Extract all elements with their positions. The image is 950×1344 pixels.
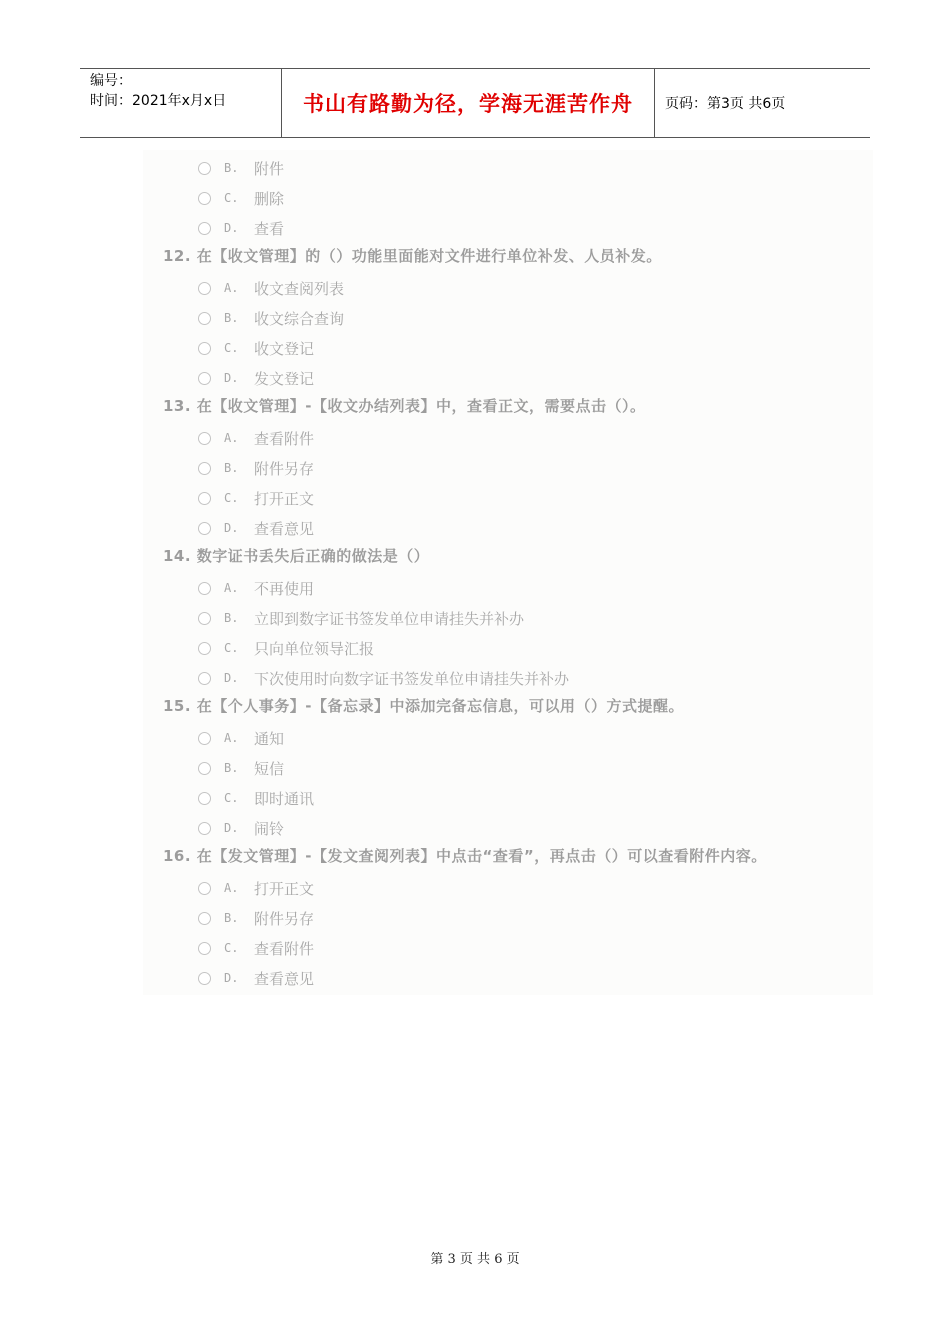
option-letter: A. xyxy=(224,431,239,445)
option-text: 收文登记 xyxy=(254,339,315,358)
radio-button[interactable] xyxy=(198,462,211,475)
radio-button[interactable] xyxy=(198,522,211,535)
header-page-info: 页码：第3页 共6页 xyxy=(665,96,786,112)
option-text: 附件另存 xyxy=(254,459,315,478)
document-date-label: 时间：2021年x月x日 xyxy=(90,93,227,109)
option-text: 打开正文 xyxy=(254,879,315,898)
option-text: 查看意见 xyxy=(254,519,315,538)
option-text: 删除 xyxy=(254,189,285,208)
radio-button[interactable] xyxy=(198,342,211,355)
option-row[interactable] xyxy=(198,787,314,809)
option-row[interactable] xyxy=(198,607,524,629)
option-row[interactable] xyxy=(198,277,344,299)
option-letter: A. xyxy=(224,281,239,295)
option-text: 附件另存 xyxy=(254,909,315,928)
quiz-screenshot xyxy=(143,150,873,995)
option-letter: D. xyxy=(224,371,239,385)
option-letter: D. xyxy=(224,221,239,235)
option-text: 短信 xyxy=(254,759,285,778)
option-letter: D. xyxy=(224,671,239,685)
option-row[interactable] xyxy=(198,967,314,989)
radio-button[interactable] xyxy=(198,372,211,385)
question-stem: 16. 在【发文管理】-【发文查阅列表】中点击“查看”，再点击（）可以查看附件内容。 xyxy=(163,847,767,865)
option-letter: C. xyxy=(224,191,239,205)
option-text: 不再使用 xyxy=(254,579,315,598)
radio-button[interactable] xyxy=(198,792,211,805)
radio-button[interactable] xyxy=(198,492,211,505)
option-letter: B. xyxy=(224,611,239,625)
header-meta xyxy=(80,69,282,137)
question-stem: 14. 数字证书丢失后正确的做法是（） xyxy=(163,547,430,565)
page-footer: 第 3 页 共 6 页 xyxy=(430,1252,520,1267)
radio-button[interactable] xyxy=(198,222,211,235)
option-text: 打开正文 xyxy=(254,489,315,508)
option-letter: A. xyxy=(224,581,239,595)
option-text: 通知 xyxy=(254,729,285,748)
document-number-label: 编号： xyxy=(90,73,132,89)
option-letter: A. xyxy=(224,731,239,745)
option-text: 只向单位领导汇报 xyxy=(254,639,375,658)
option-text: 查看附件 xyxy=(254,939,315,958)
option-letter: C. xyxy=(224,791,239,805)
radio-button[interactable] xyxy=(198,192,211,205)
option-row[interactable] xyxy=(198,337,314,359)
option-row[interactable] xyxy=(198,307,344,329)
radio-button[interactable] xyxy=(198,942,211,955)
radio-button[interactable] xyxy=(198,762,211,775)
option-text: 立即到数字证书签发单位申请挂失并补办 xyxy=(254,609,525,628)
option-row[interactable] xyxy=(198,727,284,749)
option-row[interactable] xyxy=(198,817,284,839)
option-text: 查看附件 xyxy=(254,429,315,448)
radio-button[interactable] xyxy=(198,672,211,685)
radio-button[interactable] xyxy=(198,882,211,895)
option-row[interactable] xyxy=(198,187,284,209)
radio-button[interactable] xyxy=(198,312,211,325)
option-row[interactable] xyxy=(198,427,314,449)
option-letter: D. xyxy=(224,821,239,835)
option-letter: D. xyxy=(224,521,239,535)
radio-button[interactable] xyxy=(198,612,211,625)
option-row[interactable] xyxy=(198,757,284,779)
option-letter: B. xyxy=(224,911,239,925)
option-row[interactable] xyxy=(198,937,314,959)
radio-button[interactable] xyxy=(198,162,211,175)
option-row[interactable] xyxy=(198,367,314,389)
option-letter: C. xyxy=(224,341,239,355)
option-text: 附件 xyxy=(254,159,285,178)
option-text: 收文综合查询 xyxy=(254,309,345,328)
option-text: 收文查阅列表 xyxy=(254,279,345,298)
radio-button[interactable] xyxy=(198,282,211,295)
option-letter: B. xyxy=(224,761,239,775)
document-header xyxy=(80,68,870,138)
question-stem: 15. 在【个人事务】-【备忘录】中添加完备忘信息，可以用（）方式提醒。 xyxy=(163,697,685,715)
radio-button[interactable] xyxy=(198,432,211,445)
option-letter: B. xyxy=(224,311,239,325)
option-text: 下次使用时向数字证书签发单位申请挂失并补办 xyxy=(254,669,570,688)
radio-button[interactable] xyxy=(198,822,211,835)
option-letter: A. xyxy=(224,881,239,895)
option-row[interactable] xyxy=(198,577,314,599)
option-row[interactable] xyxy=(198,907,314,929)
question-stem: 12. 在【收文管理】的（）功能里面能对文件进行单位补发、人员补发。 xyxy=(163,247,662,265)
option-row[interactable] xyxy=(198,157,284,179)
option-text: 查看意见 xyxy=(254,969,315,988)
header-motto: 书山有路勤为径，学海无涯苦作舟 xyxy=(282,69,655,137)
option-row[interactable] xyxy=(198,517,314,539)
radio-button[interactable] xyxy=(198,642,211,655)
option-letter: C. xyxy=(224,941,239,955)
option-row[interactable] xyxy=(198,877,314,899)
radio-button[interactable] xyxy=(198,732,211,745)
radio-button[interactable] xyxy=(198,912,211,925)
option-text: 查看 xyxy=(254,219,285,238)
option-row[interactable] xyxy=(198,637,374,659)
option-letter: B. xyxy=(224,161,239,175)
radio-button[interactable] xyxy=(198,582,211,595)
option-letter: D. xyxy=(224,971,239,985)
option-row[interactable] xyxy=(198,487,314,509)
option-text: 闹铃 xyxy=(254,819,285,838)
option-row[interactable] xyxy=(198,457,314,479)
option-row[interactable] xyxy=(198,667,569,689)
option-letter: C. xyxy=(224,491,239,505)
option-letter: C. xyxy=(224,641,239,655)
option-text: 发文登记 xyxy=(254,369,315,388)
question-stem: 13. 在【收文管理】-【收文办结列表】中，查看正文，需要点击（）。 xyxy=(163,397,646,415)
option-text: 即时通讯 xyxy=(254,789,315,808)
radio-button[interactable] xyxy=(198,972,211,985)
option-row[interactable] xyxy=(198,217,284,239)
option-letter: B. xyxy=(224,461,239,475)
